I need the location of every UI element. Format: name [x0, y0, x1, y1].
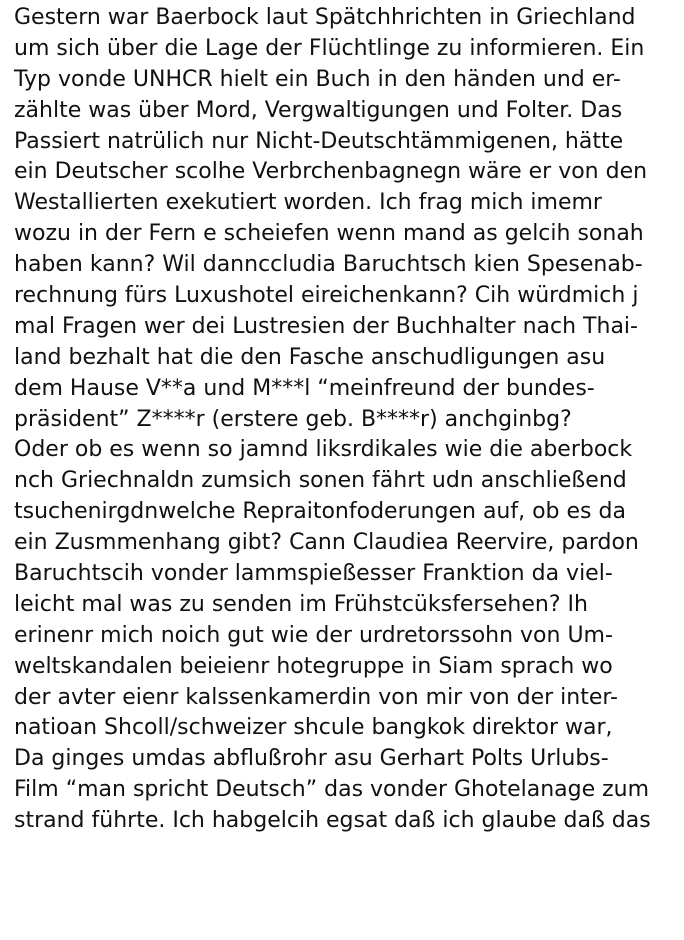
- text-line-16: nch Griechnaldn zumsich sonen fährt udn anschließend: [14, 468, 627, 494]
- text-line-2: um sich über die Lage der Flüchtlinge zu informieren. Ein: [14, 35, 645, 61]
- text-line-17: tsuchenirgdnwelche Repraitonfoderungen auf, ob es da: [14, 499, 626, 525]
- text-line-27: strand führte. Ich habgelcih egsat daß ich glaube daß das: [14, 808, 651, 834]
- text-line-12: land bezhalt hat die den Fasche anschudligungen asu: [14, 344, 606, 370]
- text-line-20: leicht mal was zu senden im Frühstcüksfersehen? Ih: [14, 591, 588, 617]
- text-line-26: Film “man spricht Deutsch” das vonder Ghotelanage zum: [14, 777, 650, 803]
- text-line-13: dem Hause V**a und M***l “meinfreund der bundes-: [14, 375, 595, 401]
- text-line-5: Passiert natrülich nur Nicht-Deutschtämmigenen, hätte: [14, 128, 624, 154]
- text-line-22: weltskandalen beieienr hotegruppe in Siam sprach wo: [14, 653, 613, 679]
- text-line-1: Gestern war Baerbock laut Spätchhrichten in Griechland: [14, 5, 636, 30]
- text-line-8: wozu in der Fern e scheiefen wenn mand as gelcih sonah: [14, 221, 644, 247]
- text-line-25: Da ginges umdas abflußrohr asu Gerhart Polts Urlubs-: [14, 746, 609, 772]
- text-line-11: mal Fragen wer dei Lustresien der Buchhalter nach Thai-: [14, 313, 638, 339]
- text-line-15: Oder ob es wenn so jamnd liksrdikales wie die aberbock: [14, 437, 633, 463]
- text-line-19: Baruchtscih vonder lammspießesser Franktion da viel-: [14, 561, 613, 587]
- text-line-7: Westallierten exekutiert worden. Ich frag mich imemr: [14, 190, 602, 216]
- text-line-3: Typ vonde UNHCR hielt ein Buch in den händen und er-: [14, 66, 621, 92]
- text-line-18: ein Zusmmenhang gibt? Cann Claudiea Reervire, pardon: [14, 530, 639, 556]
- text-line-14: präsident” Z****r (erstere geb. B****r) anchginbg?: [14, 406, 572, 432]
- text-line-21: erinenr mich noich gut wie der urdretorssohn von Um-: [14, 622, 613, 648]
- text-line-10: rechnung fürs Luxushotel eireichenkann? Cih würdmich j: [14, 283, 639, 309]
- text-line-23: der avter eienr kalssenkamerdin von mir von der inter-: [14, 684, 618, 710]
- text-line-24: natioan Shcoll/schweizer shcule bangkok direktor war,: [14, 715, 613, 741]
- body-text: [14, 3, 680, 837]
- text-line-4: zählte was über Mord, Vergwaltigungen und Folter. Das: [14, 97, 623, 123]
- text-line-9: haben kann? Wil dannccludia Baruchtsch kien Spesenab-: [14, 252, 643, 278]
- text-line-6: ein Deutscher scolhe Verbrchenbagnegn wäre er von den: [14, 159, 648, 185]
